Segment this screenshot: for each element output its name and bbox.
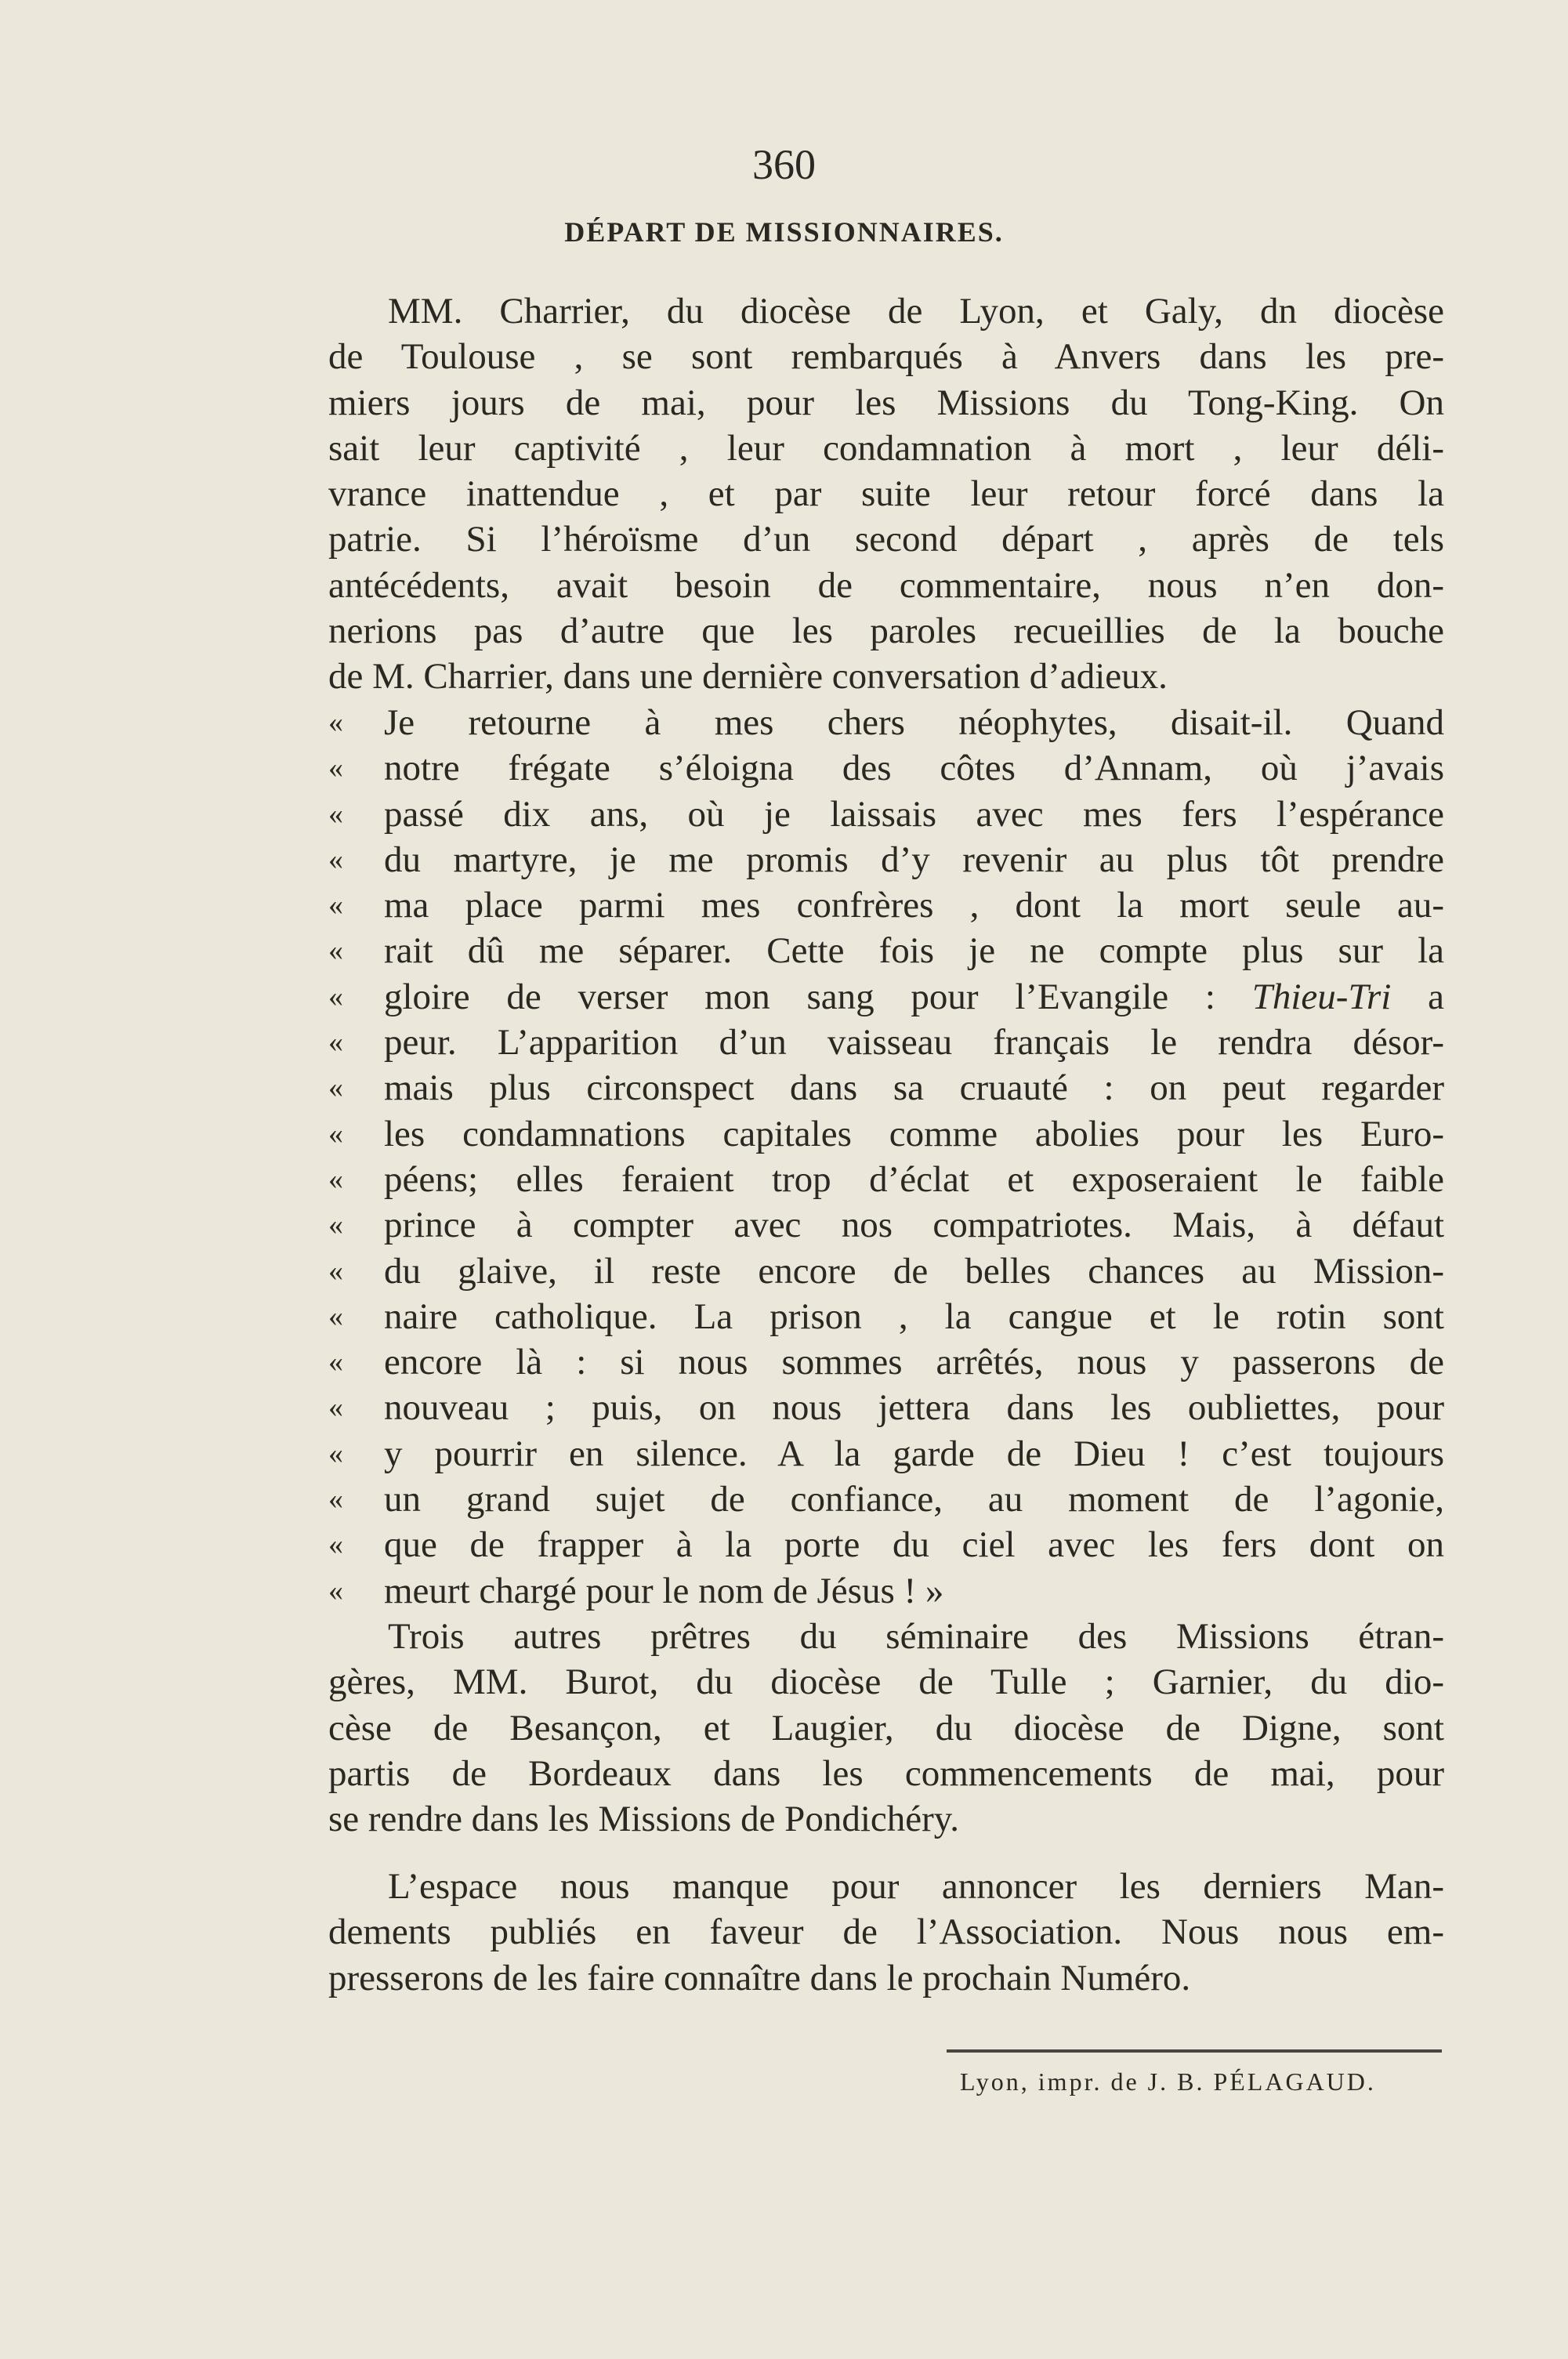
quote-text: prince à compter avec nos compatriotes. Mais, à défaut xyxy=(384,1205,1444,1246)
quote-line xyxy=(328,837,1444,882)
quote-text: un grand sujet de confiance, au moment de l’agonie, xyxy=(384,1479,1444,1520)
quote-mark: « xyxy=(328,980,343,1013)
quote-line xyxy=(328,882,1444,928)
quote-text: du glaive, il reste encore de belles chances au Mission- xyxy=(384,1250,1444,1292)
quote-line xyxy=(328,1294,1444,1339)
quote-text xyxy=(384,974,1444,1020)
paragraph-intro xyxy=(328,288,1444,700)
quote-text: mais plus circonspect dans sa cruauté : on peut regarder xyxy=(384,1067,1444,1109)
text-line: antécédents, avait besoin de commentaire, nous n’en don- xyxy=(328,564,1444,606)
text-line: cèse de Besançon, et Laugier, du diocèse de Digne, sont xyxy=(328,1707,1444,1748)
text-line: se rendre dans les Missions de Pondichéry. xyxy=(328,1799,959,1840)
quote-line xyxy=(328,1202,1444,1248)
quote-line xyxy=(328,974,1444,1020)
quote-text: Je retourne à mes chers néophytes, disait-il. Quand xyxy=(384,702,1444,743)
quote-mark: « xyxy=(328,1071,343,1105)
text-line: patrie. Si l’héroïsme d’un second départ , après de tels xyxy=(328,519,1444,560)
quote-mark: « xyxy=(328,889,343,922)
quote-text: ma place parmi mes confrères , dont la mort seule au- xyxy=(384,885,1444,926)
quote-mark: « xyxy=(328,1162,343,1196)
quote-line xyxy=(328,1065,1444,1111)
quote-mark: « xyxy=(328,1026,343,1060)
quote-text: naire catholique. La prison , la cangue et le rotin sont xyxy=(384,1295,1444,1337)
quote-text: notre frégate s’éloigna des côtes d’Annam, où j’avais xyxy=(384,748,1444,789)
text-line: L’espace nous manque pour annoncer les derniers Man- xyxy=(388,1866,1444,1907)
quote-text: que de frapper à la porte du ciel avec les fers dont on xyxy=(384,1524,1444,1566)
quote-line xyxy=(328,1522,1444,1567)
quote-text: meurt chargé pour le nom de Jésus ! » xyxy=(384,1570,944,1611)
footer-rule xyxy=(947,2049,1442,2053)
emperor-name: Thieu-Tri xyxy=(1251,976,1392,1017)
quote-mark: « xyxy=(328,797,343,831)
text-line: vrance inattendue , et par suite leur retour forcé dans la xyxy=(328,473,1444,515)
quote-line xyxy=(328,1339,1444,1385)
quote-text-part: a xyxy=(1391,976,1444,1017)
page-number: 360 xyxy=(752,141,816,188)
quote-line xyxy=(328,928,1444,973)
quote-mark: « xyxy=(328,1208,343,1242)
text-line: dements publiés en faveur de l’Association. Nous nous em- xyxy=(328,1911,1444,1953)
text-line: MM. Charrier, du diocèse de Lyon, et Galy, dn diocèse xyxy=(388,291,1444,332)
quote-text: rait dû me séparer. Cette fois je ne compte plus sur la xyxy=(384,930,1444,972)
quote-mark: « xyxy=(328,1346,343,1379)
text-line: miers jours de mai, pour les Missions du Tong-King. On xyxy=(328,382,1444,423)
text-line: de M. Charrier, dans une dernière conversation d’adieux. xyxy=(328,656,1168,698)
quote-line xyxy=(328,1111,1444,1157)
quote-mark: « xyxy=(328,842,343,876)
quote-line xyxy=(328,1477,1444,1522)
text-line: sait leur captivité , leur condamnation à mort , leur déli- xyxy=(328,427,1444,469)
article-title: DÉPART DE MISSIONNAIRES. xyxy=(564,216,1004,248)
quote-text: y pourrir en silence. A la garde de Dieu ! c’est toujours xyxy=(384,1433,1444,1474)
quote-text: peur. L’apparition d’un vaisseau français le rendra désor- xyxy=(384,1022,1444,1064)
text-line: Trois autres prêtres du séminaire des Missions étran- xyxy=(388,1616,1444,1657)
quotation xyxy=(328,700,1444,1614)
paragraph-announcement xyxy=(328,1864,1444,2001)
quote-text: péens; elles feraient trop d’éclat et exposeraient le faible xyxy=(384,1158,1444,1200)
quote-line xyxy=(328,1157,1444,1202)
quote-mark: « xyxy=(328,1483,343,1516)
quote-mark: « xyxy=(328,1254,343,1288)
quote-line xyxy=(328,1020,1444,1065)
quote-mark: « xyxy=(328,1574,343,1607)
quote-mark: « xyxy=(328,934,343,968)
quote-text: passé dix ans, où je laissais avec mes fers l’espérance xyxy=(384,793,1444,835)
quote-line xyxy=(328,700,1444,745)
paragraph-departures xyxy=(328,1614,1444,1842)
quote-line xyxy=(328,745,1444,791)
quote-mark: « xyxy=(328,1391,343,1425)
quote-line xyxy=(328,1431,1444,1477)
text-line: partis de Bordeaux dans les commencements de mai, pour xyxy=(328,1752,1444,1794)
quote-mark: « xyxy=(328,1299,343,1333)
quote-text: du martyre, je me promis d’y revenir au plus tôt prendre xyxy=(384,839,1444,880)
quote-line xyxy=(328,1568,1444,1614)
text-line: nerions pas d’autre que les paroles recueillies de la bouche xyxy=(328,611,1444,652)
quote-text: nouveau ; puis, on nous jettera dans les oubliettes, pour xyxy=(384,1387,1444,1429)
quote-mark: « xyxy=(328,1437,343,1470)
quote-mark: « xyxy=(328,1528,343,1562)
text-line: gères, MM. Burot, du diocèse de Tulle ; Garnier, du dio- xyxy=(328,1661,1444,1703)
text-line: presserons de les faire connaître dans le prochain Numéro. xyxy=(328,1957,1191,1998)
quote-mark: « xyxy=(328,752,343,785)
quote-text-part: gloire de verser mon sang pour l’Evangile : xyxy=(384,976,1252,1017)
quote-text: encore là : si nous sommes arrêtés, nous y passerons de xyxy=(384,1342,1444,1383)
quote-line xyxy=(328,1385,1444,1430)
text-line: de Toulouse , se sont rembarqués à Anvers dans les pre- xyxy=(328,336,1444,378)
quote-text: les condamnations capitales comme abolies pour les Euro- xyxy=(384,1113,1444,1154)
quote-mark: « xyxy=(328,706,343,739)
quote-mark: « xyxy=(328,1117,343,1151)
printer-imprint: Lyon, impr. de J. B. PÉLAGAUD. xyxy=(960,2067,1376,2096)
quote-line xyxy=(328,1248,1444,1294)
quote-line xyxy=(328,792,1444,837)
